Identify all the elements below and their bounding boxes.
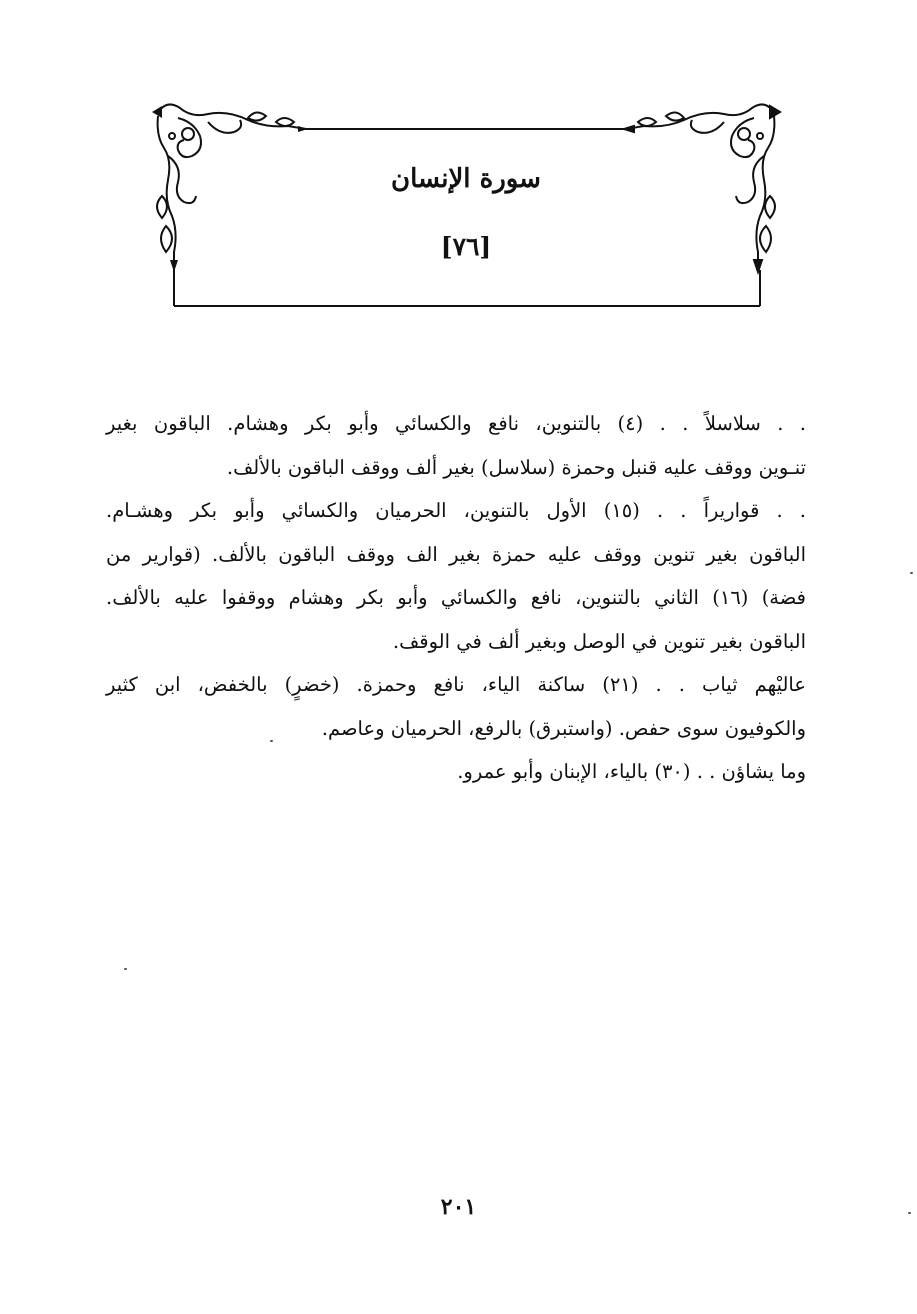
ornamental-frame: [148, 96, 784, 312]
commentary-text: [106, 402, 806, 794]
paragraph-aliyahum: [106, 663, 806, 750]
paragraph-qawarir: [106, 489, 806, 663]
text-line: . . قواريراً . . (١٥) الأول بالتنوين، الحرميان والكسائي وأبو بكر وهشـام.: [106, 499, 806, 522]
page-number: ٢٠١: [440, 1194, 477, 1220]
scan-speck: [124, 968, 127, 970]
text-line: الباقون بغير تنوين ووقف عليه حمزة بغير الف ووقف الباقون بالألف. (قوارير من: [106, 542, 806, 566]
text-line: تنـوين ووقف عليه قنبل وحمزة (سلاسل) بغير ألف ووقف الباقون بالألف.: [226, 455, 806, 479]
scan-speck: [270, 740, 273, 742]
scan-speck: [910, 572, 913, 574]
text-line: والكوفيون سوى حفص. (واستبرق) بالرفع، الحرميان وعاصم.: [321, 716, 806, 740]
surah-number: [٧٦]: [440, 232, 492, 261]
text-line: الباقون بغير تنوين في الوصل وبغير ألف في الوقف.: [392, 629, 806, 653]
paragraph-yashaun: [106, 750, 806, 794]
text-line: فضة) (١٦) الثاني بالتنوين، نافع والكسائي وأبو بكر وهشام ووقفوا عليه بالألف.: [106, 586, 806, 609]
surah-header-frame: [148, 96, 784, 312]
text-line: وما يشاؤن . . (٣٠) بالياء، الإبنان وأبو عمرو.: [457, 760, 806, 783]
text-line: . . سلاسلاً . . (٤) بالتنوين، نافع والكسائي وأبو بكر وهشام. الباقون بغير: [106, 412, 806, 435]
surah-title: سورة الإنسان: [391, 164, 541, 194]
paragraph-salasil: [106, 402, 806, 489]
text-line: عاليْهم ثياب . . (٢١) ساكنة الياء، نافع وحمزة. (خضرٍ) بالخفض، ابن كثير: [106, 673, 807, 696]
scan-speck: [908, 1212, 911, 1214]
